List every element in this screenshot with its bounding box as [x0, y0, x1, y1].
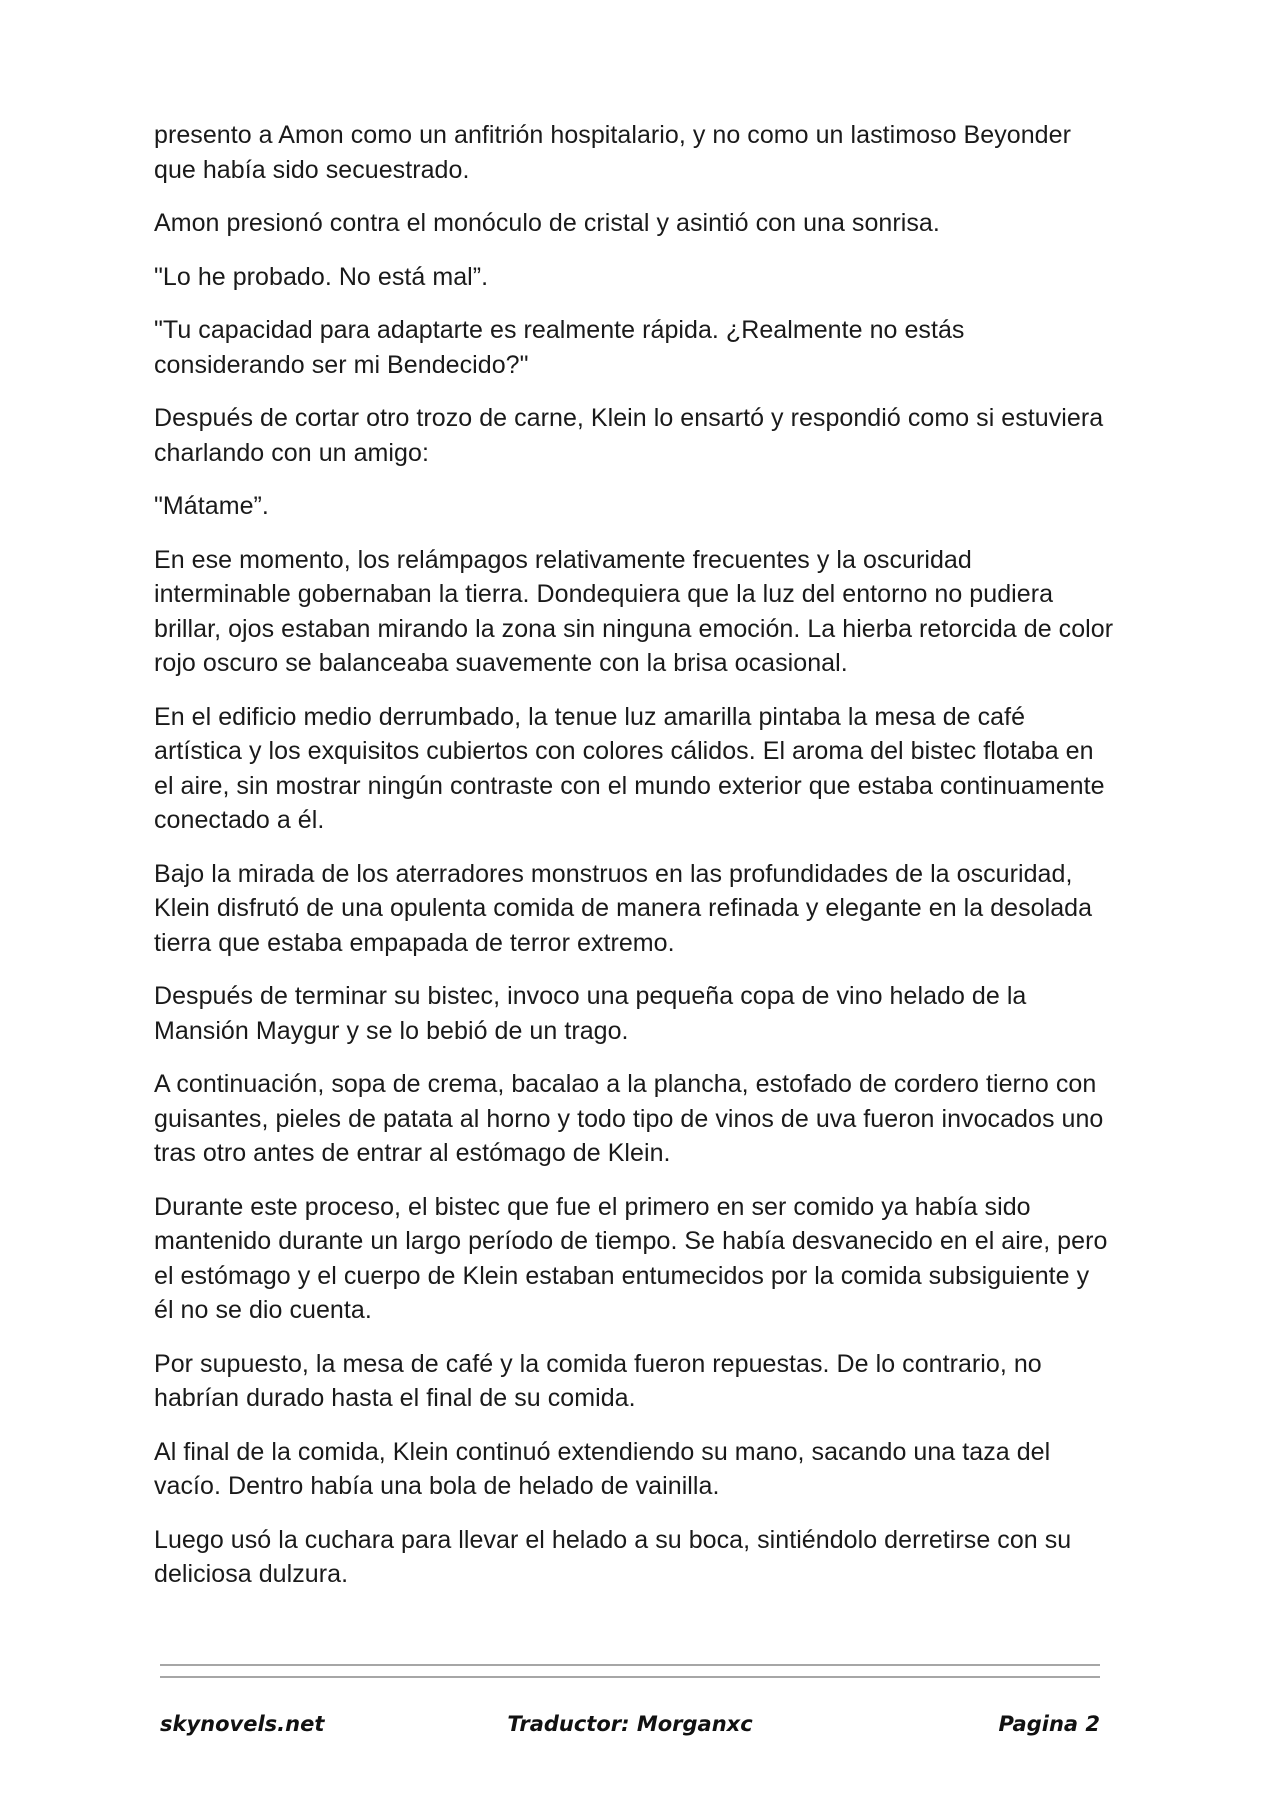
footer-divider-top [160, 1664, 1100, 1666]
page-footer [160, 1664, 1100, 1744]
paragraph: Durante este proceso, el bistec que fue el primero en ser comido ya había sido mantenido durante un largo período de tiempo. Se había desvanecido en el aire, pero el estómago y el cuerpo de Klein estaban entumecidos por la comida subsiguiente y él no se dio cuenta. [154, 1192, 1108, 1324]
paragraph: En el edificio medio derrumbado, la tenue luz amarilla pintaba la mesa de café artística y los exquisitos cubiertos con colores cálidos. El aroma del bistec flotaba en el aire, sin mostrar ningún contraste con el mundo exterior que estaba continuamente conectado a él. [154, 702, 1105, 834]
paragraph: "Lo he probado. No está mal”. [154, 262, 489, 291]
paragraph: Luego usó la cuchara para llevar el helado a su boca, sintiéndolo derretirse con su deliciosa dulzura. [154, 1525, 1072, 1588]
paragraph: Amon presionó contra el monóculo de cristal y asintió con una sonrisa. [154, 209, 940, 237]
footer-page-number: Pagina 2 [998, 1712, 1100, 1736]
paragraph: A continuación, sopa de crema, bacalao a la plancha, estofado de cordero tierno con guisantes, pieles de patata al horno y todo tipo de vinos de uva fueron invocados uno tras otro antes de entrar al estómago de Klein. [154, 1070, 1104, 1167]
paragraph: presento a Amon como un anfitrión hospitalario, y no como un lastimoso Beyonder que había sido secuestrado. [154, 121, 1071, 184]
footer-divider-bottom [160, 1676, 1100, 1678]
paragraph: Por supuesto, la mesa de café y la comida fueron repuestas. De lo contrario, no habrían durado hasta el final de su comida. [154, 1349, 1042, 1412]
paragraph: "Mátame”. [154, 492, 269, 520]
footer-row [160, 1712, 1100, 1744]
paragraph: Bajo la mirada de los aterradores monstruos en las profundidades de la oscuridad, Klein disfrutó de una opulenta comida de manera refinada y elegante en la desolada tierra que estaba empapada de terror extremo. [154, 859, 1093, 957]
paragraph: Al final de la comida, Klein continuó extendiendo su mano, sacando una taza del vacío. Dentro había una bola de helado de vainilla. [154, 1437, 1051, 1500]
footer-site-name: skynovels.net [160, 1712, 325, 1736]
paragraph: "Tu capacidad para adaptarte es realmente rápida. ¿Realmente no estás considerando ser mi Bendecido?" [154, 316, 965, 379]
paragraph: En ese momento, los relámpagos relativamente frecuentes y la oscuridad interminable gobernaban la tierra. Dondequiera que la luz del entorno no pudiera brillar, ojos estaban mirando la zona sin ninguna emoción. La hierba retorcida de color rojo oscuro se balanceaba suavemente con la brisa ocasional. [154, 545, 1114, 677]
paragraph: Después de cortar otro trozo de carne, Klein lo ensartó y respondió como si estuviera charlando con un amigo: [154, 404, 1104, 467]
document-body [154, 118, 1114, 1611]
paragraph: Después de terminar su bistec, invoco una pequeña copa de vino helado de la Mansión Maygur y se lo bebió de un trago. [154, 982, 1027, 1045]
footer-translator: Traductor: Morganxc [507, 1712, 753, 1736]
